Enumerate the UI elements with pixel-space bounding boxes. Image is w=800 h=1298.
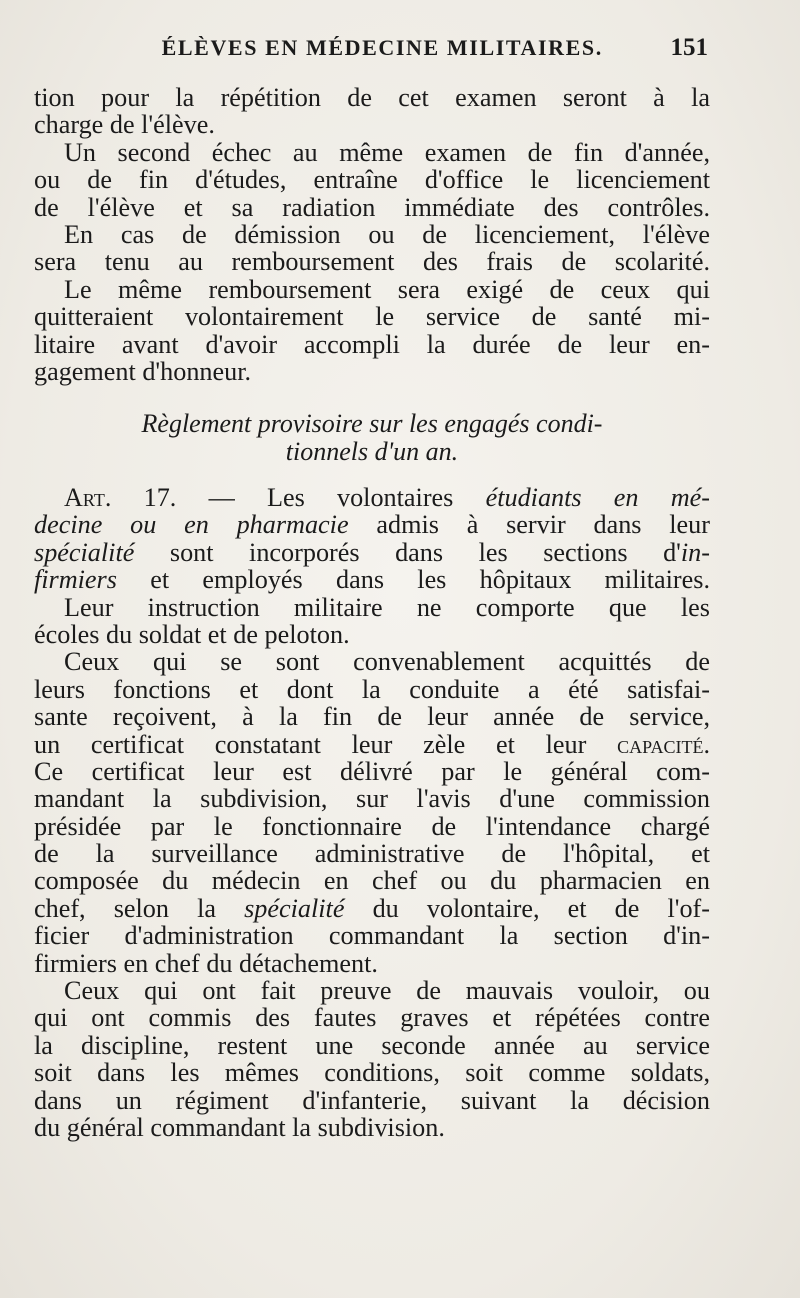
text-line: Un second échec au même examen de fin d'année, bbox=[64, 137, 710, 167]
text-line: de la surveillance administrative de l'hôpital, et bbox=[34, 839, 710, 869]
text-line: composée du médecin en chef ou du pharmacien en bbox=[34, 866, 710, 896]
article-label: Art. 17. bbox=[64, 483, 177, 512]
text-line: gagement d'honneur. bbox=[34, 356, 252, 386]
italic-fragment: firmiers bbox=[34, 565, 117, 595]
italic-fragment: in- bbox=[680, 537, 710, 567]
text-line: écoles du soldat et de peloton. bbox=[34, 619, 350, 649]
running-head: ÉLÈVES EN MÉDECINE MILITAIRES. bbox=[161, 35, 603, 60]
text-fragment: et employés dans les hôpitaux militaires. bbox=[150, 565, 711, 595]
text-line: leurs fonctions et dont la conduite a été satisfai- bbox=[34, 674, 710, 704]
text-line: dans un régiment d'infanterie, suivant la décision bbox=[34, 1085, 710, 1115]
text-line: ou de fin d'études, entraîne d'office le licenciement bbox=[34, 165, 710, 195]
italic-fragment: spécialité bbox=[34, 537, 135, 567]
text-line bbox=[34, 566, 710, 593]
text-line: Ceux qui ont fait preuve de mauvais vouloir, ou bbox=[64, 976, 710, 1006]
text-line: ficier d'administration commandant la section d'in- bbox=[34, 921, 710, 951]
text-line: litaire avant d'avoir accompli la durée de leur en- bbox=[34, 329, 710, 359]
page-number: 151 bbox=[670, 34, 708, 61]
text-fragment: admis à servir dans leur bbox=[376, 510, 710, 540]
text-line: sante reçoivent, à la fin de leur année de service, bbox=[34, 702, 710, 732]
text-line: Leur instruction militaire ne comporte que les bbox=[64, 592, 710, 622]
italic-fragment: étudiants en mé- bbox=[485, 483, 711, 512]
text-line: En cas de démission ou de licenciement, l'élève bbox=[64, 219, 710, 249]
text-fragment: Les volontaires bbox=[266, 483, 454, 512]
text-line: charge de l'élève. bbox=[34, 110, 215, 140]
text-line bbox=[34, 484, 710, 511]
text-line: mandant la subdivision, sur l'avis d'une commission bbox=[34, 784, 710, 814]
text-line: de l'élève et sa radiation immédiate des contrôles. bbox=[34, 192, 710, 222]
text-line bbox=[34, 511, 710, 538]
text-fragment: un certificat constatant leur zèle et leur bbox=[34, 729, 587, 759]
text-fragment: sont incorporés dans les sections d' bbox=[169, 537, 681, 567]
text-line: sera tenu au remboursement des frais de scolarité. bbox=[34, 247, 710, 277]
article-dash: — bbox=[208, 483, 235, 512]
text-line: la discipline, restent une seconde année au service bbox=[34, 1030, 710, 1060]
text-line: quitteraient volontairement le service de santé mi- bbox=[34, 302, 710, 332]
section-title-line: Règlement provisoire sur les engagés condi- bbox=[141, 409, 603, 438]
page-header bbox=[34, 34, 708, 68]
text-line bbox=[34, 895, 710, 922]
text-line: du général commandant la subdivision. bbox=[34, 1112, 445, 1142]
intro-paragraphs bbox=[34, 84, 710, 385]
text-line: tion pour la répétition de cet examen seront à la bbox=[34, 83, 710, 112]
section-title-line: tionnels d'un an. bbox=[285, 437, 459, 466]
italic-fragment: spécialité bbox=[244, 893, 345, 923]
article-17 bbox=[34, 484, 710, 1141]
text-fragment: chef, selon la bbox=[34, 893, 216, 923]
text-line: firmiers en chef du détachement. bbox=[34, 948, 378, 978]
text-line: Ce certificat leur est délivré par le général com- bbox=[34, 756, 710, 786]
italic-fragment: decine ou en pharmacie bbox=[34, 510, 349, 540]
text-line: Ceux qui se sont convenablement acquittés de bbox=[64, 647, 710, 677]
text-fragment: du volontaire, et de l'of- bbox=[372, 893, 711, 923]
text-line: présidée par le fonctionnaire de l'intendance chargé bbox=[34, 811, 710, 841]
text-line bbox=[34, 731, 710, 758]
text-line: Le même remboursement sera exigé de ceux qui bbox=[64, 274, 710, 304]
text-line bbox=[34, 539, 710, 566]
text-line: soit dans les mêmes conditions, soit comme soldats, bbox=[34, 1058, 710, 1088]
smallcaps-fragment: capacité. bbox=[617, 729, 710, 759]
text-line: qui ont commis des fautes graves et répétées contre bbox=[34, 1003, 710, 1033]
section-title bbox=[34, 410, 710, 466]
